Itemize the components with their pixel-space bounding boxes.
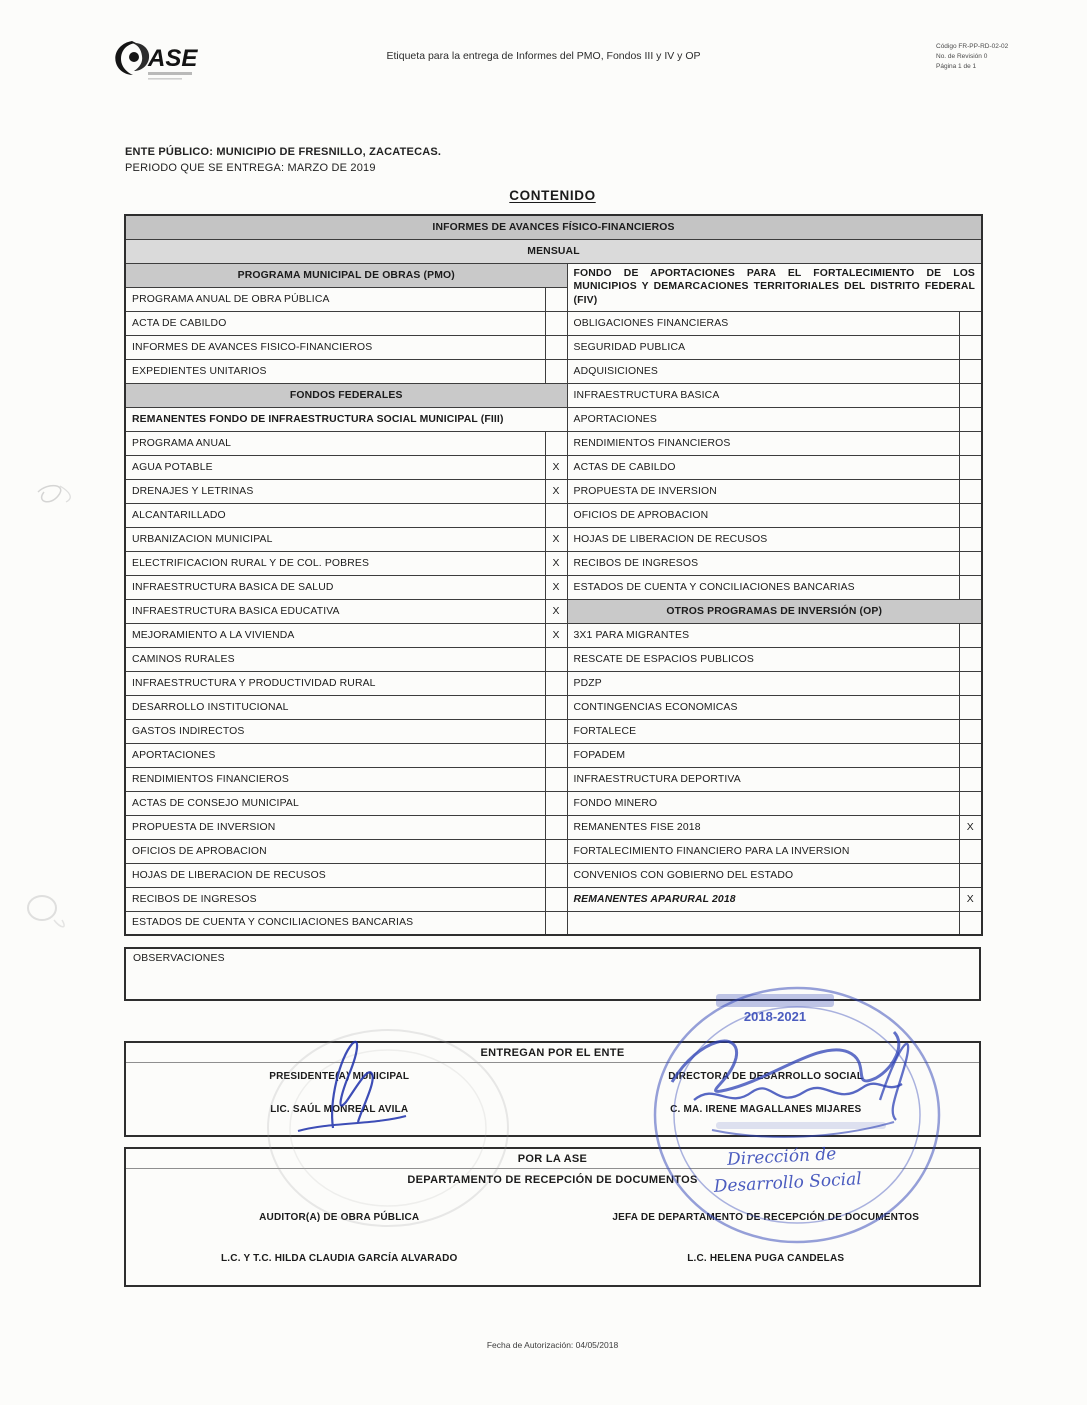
- item-checkmark-cell: X: [959, 887, 982, 911]
- auditor-signature-block: [126, 1186, 553, 1264]
- table-title: INFORMES DE AVANCES FÍSICO-FINANCIEROS: [125, 215, 982, 239]
- item-check-cell-empty: [545, 503, 567, 527]
- ase-logo-caption-blur: [148, 72, 192, 75]
- por-la-ase-title: POR LA ASE: [126, 1149, 979, 1169]
- item-check-cell-empty: [959, 359, 982, 383]
- item-check-cell-empty: [959, 623, 982, 647]
- item-label-cell: CAMINOS RURALES: [125, 647, 545, 671]
- item-label-cell: HOJAS DE LIBERACION DE RECUSOS: [567, 527, 959, 551]
- table-row: [125, 695, 982, 719]
- ente-publico: ENTE PÚBLICO: MUNICIPIO DE FRESNILLO, ZACATECAS.: [125, 146, 442, 158]
- item-label-cell: HOJAS DE LIBERACION DE RECUSOS: [125, 863, 545, 887]
- table-row: [125, 743, 982, 767]
- table-row: [125, 407, 982, 431]
- table-row: [125, 383, 982, 407]
- item-check-cell-empty: [545, 887, 567, 911]
- item-check-cell-empty: [959, 311, 982, 335]
- item-label-cell: RECIBOS DE INGRESOS: [125, 887, 545, 911]
- auditor-role: AUDITOR(A) DE OBRA PÚBLICA: [259, 1212, 420, 1223]
- table-row: [125, 551, 982, 575]
- item-label-cell: INFRAESTRUCTURA BASICA: [567, 383, 959, 407]
- item-label-cell: OBLIGACIONES FINANCIERAS: [567, 311, 959, 335]
- ase-logo-text: ASE: [148, 45, 198, 72]
- director-name: C. MA. IRENE MAGALLANES MIJARES: [670, 1104, 862, 1115]
- item-check-cell-empty: [959, 791, 982, 815]
- authorization-date: Fecha de Autorización: 04/05/2018: [486, 1340, 619, 1350]
- item-label-cell: DESARROLLO INSTITUCIONAL: [125, 695, 545, 719]
- item-label-cell: RECIBOS DE INGRESOS: [567, 551, 959, 575]
- item-label-cell: FORTALECE: [567, 719, 959, 743]
- item-label-cell: RENDIMIENTOS FINANCIEROS: [125, 767, 545, 791]
- item-label-cell: ACTAS DE CABILDO: [567, 455, 959, 479]
- entregan-signature-row: [126, 1063, 979, 1115]
- item-check-cell-empty: [959, 647, 982, 671]
- item-check-cell-empty: [545, 647, 567, 671]
- item-label-cell: ACTA DE CABILDO: [125, 311, 545, 335]
- item-label-cell: PROGRAMA ANUAL DE OBRA PÚBLICA: [125, 287, 545, 311]
- item-label-cell: OFICIOS DE APROBACION: [125, 839, 545, 863]
- item-label-cell: REMANENTES APARURAL 2018: [567, 887, 959, 911]
- director-role: DIRECTORA DE DESARROLLO SOCIAL: [668, 1071, 864, 1082]
- item-check-cell-empty: [959, 335, 982, 359]
- por-la-ase-box: [124, 1147, 981, 1287]
- item-label-cell: AGUA POTABLE: [125, 455, 545, 479]
- contenido-table: [124, 214, 983, 936]
- entregan-box: [124, 1041, 981, 1137]
- item-check-cell-empty: [545, 719, 567, 743]
- table-row: [125, 503, 982, 527]
- item-check-cell-empty: [545, 839, 567, 863]
- recepcion-subtitle: DEPARTAMENTO DE RECEPCIÓN DE DOCUMENTOS: [407, 1174, 698, 1186]
- contenido-table-body: [125, 215, 982, 935]
- item-label-cell: ELECTRIFICACION RURAL Y DE COL. POBRES: [125, 551, 545, 575]
- jefa-name: L.C. HELENA PUGA CANDELAS: [687, 1253, 845, 1264]
- item-label-cell: APORTACIONES: [125, 743, 545, 767]
- president-signature-block: [126, 1063, 553, 1115]
- item-check-cell-empty: [959, 743, 982, 767]
- item-label-cell: SEGURIDAD PUBLICA: [567, 335, 959, 359]
- item-label-cell: INFRAESTRUCTURA BASICA DE SALUD: [125, 575, 545, 599]
- fiv-column-header: FONDO DE APORTACIONES PARA EL FORTALECIMIENTO DE LOS MUNICIPIOS Y DEMARCACIONES TERRITORIALES DEL DISTRITO FEDERAL (FIV): [567, 263, 982, 311]
- item-label-cell: 3X1 PARA MIGRANTES: [567, 623, 959, 647]
- item-checkmark-cell: X: [545, 551, 567, 575]
- table-row: [125, 791, 982, 815]
- president-role: PRESIDENTE(A) MUNICIPAL: [269, 1071, 410, 1082]
- item-check-cell-empty: [959, 695, 982, 719]
- table-row: [125, 911, 982, 935]
- observaciones-box: [124, 947, 981, 1001]
- document-code-block: [936, 42, 1066, 72]
- item-check-cell-empty: [545, 671, 567, 695]
- item-label-cell: OFICIOS DE APROBACION: [567, 503, 959, 527]
- table-row: [125, 863, 982, 887]
- scan-artifact-mark: [38, 486, 61, 502]
- table-row: [125, 839, 982, 863]
- item-label-cell: PROPUESTA DE INVERSION: [567, 479, 959, 503]
- item-check-cell-empty: [959, 527, 982, 551]
- item-check-cell-empty: [959, 479, 982, 503]
- item-check-cell-empty: [959, 839, 982, 863]
- item-checkmark-cell: X: [545, 575, 567, 599]
- scan-artifact-circle: [28, 896, 56, 920]
- item-label-cell: ACTAS DE CONSEJO MUNICIPAL: [125, 791, 545, 815]
- table-row: [125, 311, 982, 335]
- item-label-cell: FORTALECIMIENTO FINANCIERO PARA LA INVERSION: [567, 839, 959, 863]
- item-check-cell-empty: [959, 455, 982, 479]
- item-checkmark-cell: X: [545, 455, 567, 479]
- table-row: [125, 599, 982, 623]
- table-row: [125, 575, 982, 599]
- item-label-cell: FONDO MINERO: [567, 791, 959, 815]
- item-label-cell: ESTADOS DE CUENTA Y CONCILIACIONES BANCARIAS: [567, 575, 959, 599]
- item-check-cell-empty: [959, 407, 982, 431]
- auditor-name: L.C. Y T.C. HILDA CLAUDIA GARCÍA ALVARADO: [220, 1253, 458, 1264]
- jefa-signature-block: [553, 1186, 980, 1264]
- item-check-cell-empty: [545, 311, 567, 335]
- item-label-cell: CONTINGENCIAS ECONOMICAS: [567, 695, 959, 719]
- item-label-cell: GASTOS INDIRECTOS: [125, 719, 545, 743]
- item-check-cell-empty: [959, 767, 982, 791]
- table-row: [125, 719, 982, 743]
- item-check-cell-empty: [545, 335, 567, 359]
- director-signature-block: [553, 1063, 980, 1115]
- item-label-cell: EXPEDIENTES UNITARIOS: [125, 359, 545, 383]
- item-label-cell: INFRAESTRUCTURA Y PRODUCTIVIDAD RURAL: [125, 671, 545, 695]
- item-label-cell: PROGRAMA ANUAL: [125, 431, 545, 455]
- document-title: Etiqueta para la entrega de Informes del PMO, Fondos III y IV y OP: [386, 50, 701, 62]
- table-title-row: [125, 215, 982, 239]
- jefa-role: JEFA DE DEPARTAMENTO DE RECEPCIÓN DE DOCUMENTOS: [612, 1212, 920, 1223]
- item-check-cell-empty: [545, 863, 567, 887]
- item-check-cell-empty: [545, 743, 567, 767]
- item-check-cell-empty: [545, 791, 567, 815]
- ase-signature-row: [126, 1186, 979, 1264]
- page-number-line: Página 1 de 1: [936, 63, 977, 71]
- periodo-entrega: PERIODO QUE SE ENTREGA: MARZO DE 2019: [125, 162, 376, 174]
- item-label-cell: FOPADEM: [567, 743, 959, 767]
- item-label-cell: RESCATE DE ESPACIOS PUBLICOS: [567, 647, 959, 671]
- table-row: [125, 455, 982, 479]
- item-checkmark-cell: X: [959, 815, 982, 839]
- table-row: [125, 479, 982, 503]
- scan-artifact-mark2: [60, 486, 70, 502]
- subsection-header-cell: REMANENTES FONDO DE INFRAESTRUCTURA SOCIAL MUNICIPAL (FIII): [125, 407, 567, 431]
- item-label-cell: ADQUISICIONES: [567, 359, 959, 383]
- entregan-title: ENTREGAN POR EL ENTE: [126, 1043, 979, 1063]
- item-check-cell-empty: [545, 695, 567, 719]
- section-header-cell: OTROS PROGRAMAS DE INVERSIÓN (OP): [567, 599, 982, 623]
- president-name: LIC. SAÚL MONREAL AVILA: [270, 1104, 409, 1115]
- item-label-cell: INFORMES DE AVANCES FISICO-FINANCIEROS: [125, 335, 545, 359]
- table-row: [125, 887, 982, 911]
- item-label-cell: PDZP: [567, 671, 959, 695]
- table-frequency-row: [125, 239, 982, 263]
- item-label-cell: DRENAJES Y LETRINAS: [125, 479, 545, 503]
- stamp-line2: Desarrollo Social: [713, 1169, 863, 1197]
- revision-line: No. de Revisión 0: [936, 53, 988, 61]
- item-check-cell-empty: [959, 911, 982, 935]
- item-check-cell-empty: [545, 287, 567, 311]
- item-check-cell-empty: [959, 575, 982, 599]
- item-check-cell-empty: [959, 431, 982, 455]
- ase-logo-caption-blur2: [148, 78, 182, 80]
- item-check-cell-empty: [545, 815, 567, 839]
- item-label-cell: INFRAESTRUCTURA DEPORTIVA: [567, 767, 959, 791]
- table-row: [125, 671, 982, 695]
- item-check-cell-empty: [959, 671, 982, 695]
- item-label-cell: REMANENTES FISE 2018: [567, 815, 959, 839]
- table-row: [125, 647, 982, 671]
- item-check-cell-empty: [959, 719, 982, 743]
- table-row: [125, 527, 982, 551]
- item-checkmark-cell: X: [545, 599, 567, 623]
- stamp-line1: Dirección de: [726, 1144, 837, 1170]
- table-row: [125, 359, 982, 383]
- stamp-years: 2018-2021: [743, 1009, 807, 1024]
- table-column-header-row: [125, 263, 982, 287]
- item-label-cell: RENDIMIENTOS FINANCIEROS: [567, 431, 959, 455]
- item-label-cell: ESTADOS DE CUENTA Y CONCILIACIONES BANCARIAS: [125, 911, 545, 935]
- item-label-cell: [567, 911, 959, 935]
- item-label-cell: MEJORAMIENTO A LA VIVIENDA: [125, 623, 545, 647]
- item-check-cell-empty: [959, 863, 982, 887]
- item-label-cell: URBANIZACION MUNICIPAL: [125, 527, 545, 551]
- document-meta: [125, 146, 441, 174]
- table-row: [125, 335, 982, 359]
- scan-artifact-squiggle: [54, 920, 64, 927]
- item-checkmark-cell: X: [545, 623, 567, 647]
- table-row: [125, 815, 982, 839]
- item-label-cell: INFRAESTRUCTURA BASICA EDUCATIVA: [125, 599, 545, 623]
- table-frequency: MENSUAL: [125, 239, 982, 263]
- table-row: [125, 767, 982, 791]
- item-check-cell-empty: [545, 359, 567, 383]
- section-header-cell: FONDOS FEDERALES: [125, 383, 567, 407]
- table-row: [125, 431, 982, 455]
- pmo-column-header: PROGRAMA MUNICIPAL DE OBRAS (PMO): [125, 263, 567, 287]
- item-checkmark-cell: X: [545, 479, 567, 503]
- item-label-cell: ALCANTARILLADO: [125, 503, 545, 527]
- table-row: [125, 623, 982, 647]
- item-label-cell: CONVENIOS CON GOBIERNO DEL ESTADO: [567, 863, 959, 887]
- item-check-cell-empty: [545, 911, 567, 935]
- contenido-heading: CONTENIDO: [509, 188, 596, 203]
- item-check-cell-empty: [959, 503, 982, 527]
- item-label-cell: APORTACIONES: [567, 407, 959, 431]
- item-check-cell-empty: [545, 431, 567, 455]
- item-check-cell-empty: [959, 383, 982, 407]
- code-line: Código FR-PP-RD-02-02: [936, 43, 1009, 50]
- item-label-cell: PROPUESTA DE INVERSION: [125, 815, 545, 839]
- item-check-cell-empty: [959, 551, 982, 575]
- item-checkmark-cell: X: [545, 527, 567, 551]
- item-check-cell-empty: [545, 767, 567, 791]
- observaciones-label: OBSERVACIONES: [133, 953, 225, 964]
- ase-logo: [110, 36, 198, 92]
